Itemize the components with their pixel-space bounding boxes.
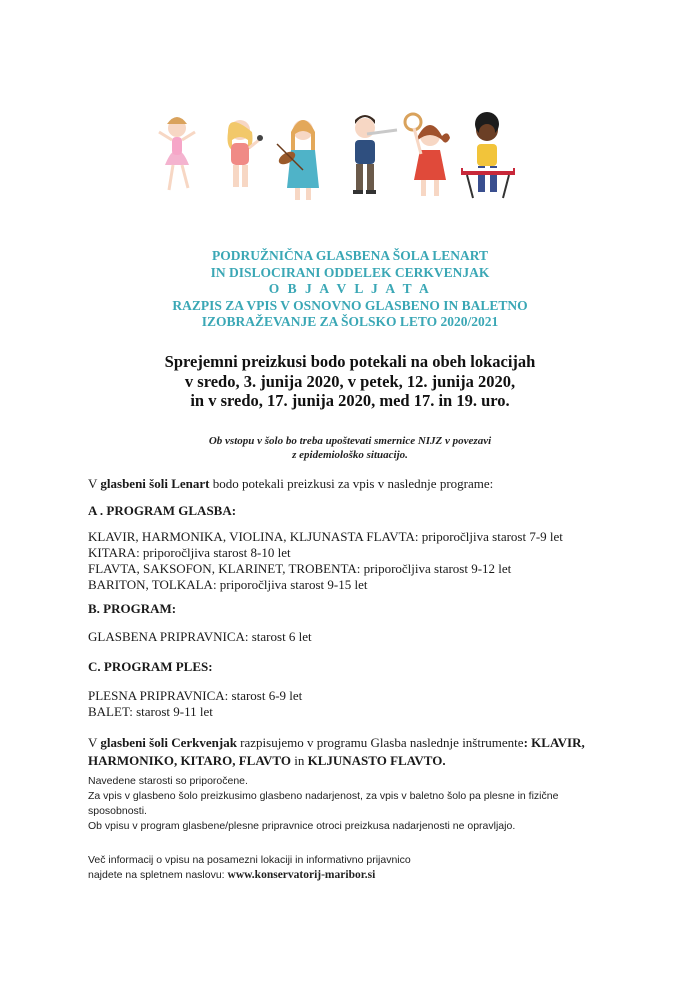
list-item: KLAVIR, HARMONIKA, VIOLINA, KLJUNASTA FLAVTA: priporočljiva starost 7-9 let bbox=[88, 529, 563, 544]
cerk-prefix: V bbox=[88, 735, 101, 750]
health-notice bbox=[0, 434, 700, 462]
note-line: Navedene starosti so priporočene. bbox=[88, 775, 248, 787]
notice-line2: z epidemiološko situacijo. bbox=[292, 449, 408, 461]
cerk-middle: razpisujemo v programu Glasba naslednje inštrumente bbox=[236, 735, 524, 750]
announce-word: O B J A V L J A T A bbox=[268, 281, 432, 296]
program-b-list bbox=[88, 629, 628, 645]
contact-info bbox=[88, 853, 588, 883]
cerkvenjak-paragraph bbox=[88, 734, 628, 770]
cerk-instruments3: KLJUNASTO FLAVTO. bbox=[307, 753, 446, 768]
violinist-figure bbox=[277, 120, 319, 200]
flutist-figure bbox=[353, 115, 397, 194]
enrollment-title-line2: IZOBRAŽEVANJE ZA ŠOLSKO LETO 2020/2021 bbox=[201, 314, 499, 329]
note-line: sposobnosti. bbox=[88, 805, 147, 817]
intro-school: glasbeni šoli Lenart bbox=[100, 476, 210, 491]
notes bbox=[88, 774, 588, 834]
exam-dates-line3: in v sredo, 17. junija 2020, med 17. in 19. uro. bbox=[190, 391, 510, 410]
list-item: GLASBENA PRIPRAVNICA: starost 6 let bbox=[88, 629, 312, 644]
program-c-list bbox=[88, 688, 628, 720]
list-item: PLESNA PRIPRAVNICA: starost 6-9 let bbox=[88, 688, 303, 703]
program-a-list bbox=[88, 529, 628, 593]
cerk-school: glasbeni šoli Cerkvenjak bbox=[100, 735, 237, 750]
intro-prefix: V bbox=[88, 476, 101, 491]
children-illustration bbox=[155, 110, 520, 205]
tambourine-figure bbox=[405, 114, 450, 196]
cerk-instruments2: HARMONIKO, KITARO, FLAVTO bbox=[88, 753, 291, 768]
list-item: BARITON, TOLKALA: priporočljiva starost 9-15 let bbox=[88, 577, 368, 592]
note-line: Ob vpisu v program glasbene/plesne pripravnice otroci preizkusa nadarjenosti ne opravljajo. bbox=[88, 820, 516, 832]
exam-dates bbox=[0, 352, 700, 411]
notice-line1: Ob vstopu v šolo bo treba upoštevati smernice NIJZ v povezavi bbox=[208, 435, 492, 447]
contact-line1: Več informacij o vpisu na posamezni lokaciji in informativno prijavnico bbox=[88, 854, 411, 866]
lenart-intro bbox=[88, 476, 628, 492]
cerk-and: in bbox=[290, 753, 308, 768]
singer-figure bbox=[228, 120, 264, 187]
list-item: FLAVTA, SAKSOFON, KLARINET, TROBENTA: priporočljiva starost 9-12 let bbox=[88, 561, 512, 576]
program-a-title: A . PROGRAM GLASBA: bbox=[88, 503, 237, 518]
intro-suffix: bodo potekali preizkusi za vpis v naslednje programe: bbox=[209, 476, 494, 491]
exam-dates-line2: v sredo, 3. junija 2020, v petek, 12. junija 2020, bbox=[184, 371, 516, 391]
contact-line2-prefix: najdete na spletnem naslovu: bbox=[88, 869, 228, 881]
list-item: KITARA: priporočljiva starost 8-10 let bbox=[88, 545, 291, 560]
list-item: BALET: starost 9-11 let bbox=[88, 704, 213, 719]
exam-dates-line1: Sprejemni preizkusi bodo potekali na obeh lokacijah bbox=[164, 352, 536, 371]
cerk-instruments1: : KLAVIR, bbox=[523, 735, 585, 750]
announcement-heading bbox=[0, 248, 700, 331]
program-c-title: C. PROGRAM PLES: bbox=[88, 659, 213, 674]
program-b-title: B. PROGRAM: bbox=[88, 601, 177, 616]
ballerina-figure bbox=[159, 117, 195, 190]
enrollment-title-line1: RAZPIS ZA VPIS V OSNOVNO GLASBENO IN BALETNO bbox=[172, 297, 528, 313]
department-name: IN DISLOCIRANI ODDELEK CERKVENJAK bbox=[210, 264, 490, 280]
website-link[interactable]: www.konservatorij-maribor.si bbox=[227, 869, 376, 881]
children-musicians-icon bbox=[155, 110, 520, 205]
note-line: Za vpis v glasbeno šolo preizkusimo glasbeno nadarjenost, za vpis v baletno šolo pa plesne in fizične bbox=[88, 790, 559, 802]
school-name: PODRUŽNIČNA GLASBENA ŠOLA LENART bbox=[212, 248, 488, 263]
keyboard-player-figure bbox=[461, 112, 515, 198]
